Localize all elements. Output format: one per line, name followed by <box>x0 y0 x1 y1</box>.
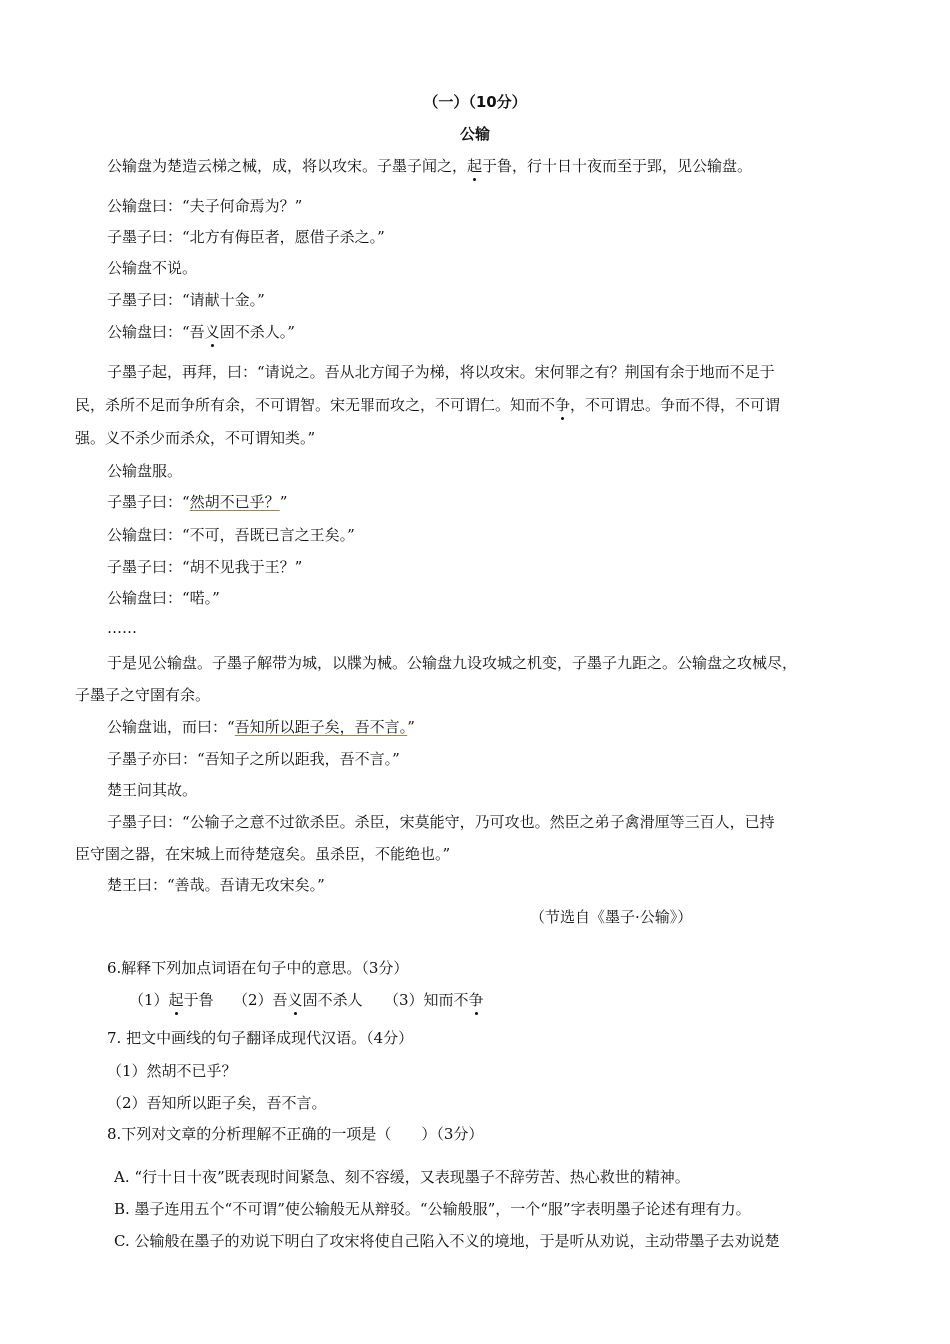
dotted-word: 起 <box>168 991 184 1009</box>
passage-paragraph-4: 子墨子曰：“公输子之意不过欲杀臣。杀臣，宋莫能守，乃可攻也。然臣之弟子禽滑厘等三百人，已持 <box>107 813 775 831</box>
passage-title: 公输 <box>459 125 490 143</box>
dialogue-line: 子墨子曰：“请献十金。” <box>107 291 265 309</box>
dotted-word: 义 <box>204 323 220 341</box>
question-8-stem: 8.下列对文章的分析理解不正确的一项是（ ）（3分） <box>107 1125 484 1143</box>
question-6-item-3: （3）知而不争 <box>384 991 484 1009</box>
passage-paragraph-3-cont: 子墨子之守圉有余。 <box>75 686 211 704</box>
dialogue-line: 子墨子亦曰：“吾知子之所以距我，吾不言。” <box>107 750 400 768</box>
underlined-sentence-2: 吾知所以距子矣，吾不言。 <box>234 718 408 736</box>
question-8-option-b: B. 墨子连用五个“不可谓”使公输般无从辩驳。“公输般服”，一个“服”字表明墨子论述有理有力。 <box>114 1200 751 1218</box>
passage-paragraph-2: 子墨子起，再拜，曰：“请说之。吾从北方闻子为梯，将以攻宋。宋何罪之有？荆国有余于地而不足于 <box>107 363 775 381</box>
question-7-stem: 7. 把文中画线的句子翻译成现代汉语。（4分） <box>107 1029 414 1047</box>
dialogue-line: 楚王曰：“善哉。吾请无攻宋矣。” <box>107 876 325 894</box>
dotted-word: 义 <box>287 991 303 1009</box>
dialogue-line: 公输盘曰：“夫子何命焉为？” <box>107 197 303 215</box>
dialogue-line: 公输盘曰：“喏。” <box>107 589 220 607</box>
ellipsis: …… <box>107 619 137 637</box>
section-title: （一）（10分） <box>423 93 527 111</box>
dialogue-line: 公输盘不说。 <box>107 259 198 277</box>
dotted-word: 起 <box>467 157 483 175</box>
dialogue-line: 子墨子曰：“北方有侮臣者，愿借子杀之。” <box>107 228 385 246</box>
dotted-word: 争 <box>555 396 571 414</box>
question-7-item-2: （2）吾知所以距子矣，吾不言。 <box>107 1094 327 1112</box>
passage-paragraph-4-cont: 臣守圉之器，在宋城上而待楚寇矣。虽杀臣，不能绝也。” <box>75 845 451 863</box>
question-8-option-a: A. “行十日十夜”既表现时间紧急、刻不容缓，又表现墨子不辞劳苦、热心救世的精神。 <box>114 1168 690 1186</box>
dialogue-line: 楚王问其故。 <box>107 781 198 799</box>
dialogue-line: 子墨子曰：“然胡不已乎？” <box>107 493 288 511</box>
dialogue-line: 子墨子曰：“胡不见我于王？” <box>107 558 303 576</box>
dialogue-line: 公输盘服。 <box>107 462 183 480</box>
question-7-item-1: （1）然胡不已乎？ <box>107 1062 237 1080</box>
dialogue-line: 公输盘曰：“吾义固不杀人。” <box>107 323 295 341</box>
question-6-item-1: （1）起于鲁 <box>129 991 214 1009</box>
passage-paragraph-2-cont: 民，杀所不足而争所有余，不可谓智。宋无罪而攻之，不可谓仁。知而不争，不可谓忠。争而不得，不可谓 <box>75 396 781 414</box>
question-8-option-c: C. 公输般在墨子的劝说下明白了攻宋将使自己陷入不义的境地，于是听从劝说，主动带墨子去劝说楚 <box>114 1232 780 1250</box>
dialogue-line: 公输盘诎，而曰：“吾知所以距子矣，吾不言。” <box>107 718 415 736</box>
question-6-item-2: （2）吾义固不杀人 <box>233 991 363 1009</box>
dialogue-line: 公输盘曰：“不可，吾既已言之王矣。” <box>107 526 355 544</box>
passage-paragraph-1: 公输盘为楚造云梯之械，成，将以攻宋。子墨子闻之，起于鲁，行十日十夜而至于郢，见公输盘。 <box>107 157 753 175</box>
source-citation: （节选自《墨子·公输》） <box>530 908 693 926</box>
question-6-stem: 6.解释下列加点词语在句子中的意思。（3分） <box>107 959 409 977</box>
passage-paragraph-2-cont: 强。义不杀少而杀众，不可谓知类。” <box>75 429 316 447</box>
dotted-word: 争 <box>468 991 484 1009</box>
passage-paragraph-3: 于是见公输盘。子墨子解带为城，以牒为械。公输盘九设攻城之机变，子墨子九距之。公输盘之攻械尽， <box>107 654 798 672</box>
underlined-sentence-1: 然胡不已乎？ <box>189 493 280 511</box>
